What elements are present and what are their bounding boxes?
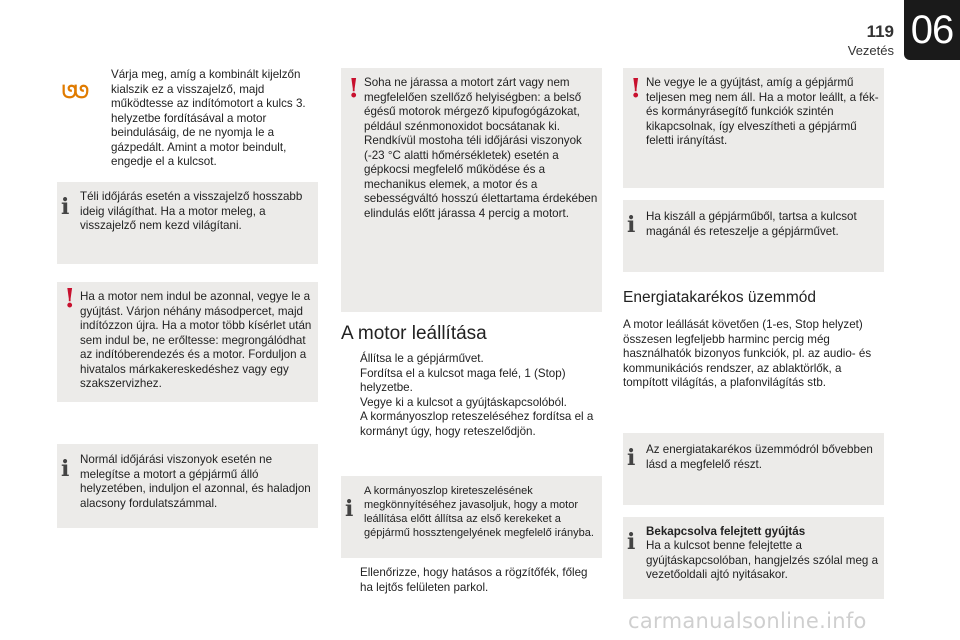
energy-saving-body: A motor leállását követően (1-es, Stop helyzet) összesen legfeljebb harminc percig még használhatók bizonyos funkciók, pl. az audio- és kommunikációs rendszer, az ablaktörlők, a tompított világítás, a plafonvilágítás stb. <box>623 318 872 389</box>
info-icon: i <box>627 529 636 555</box>
info-box-text: Ha a kulcsot benne felejtette a gyújtáskapcsolóban, hangjelzés szólal meg a vezetőoldali ajtó nyitásakor. <box>646 539 879 581</box>
info-box-energy-saving <box>623 433 884 505</box>
step-bullet-icon <box>341 566 360 595</box>
info-box-warmup <box>57 444 318 528</box>
info-icon: i <box>627 212 636 238</box>
step-bullet-icon <box>341 396 360 411</box>
step-item <box>341 352 603 367</box>
watermark: carmanualsonline.info <box>628 609 867 633</box>
warning-box-text: Ne vegye le a gyújtást, amíg a gépjármű teljesen meg nem áll. Ha a motor leállt, a fék- és kormányrásegítő funkciók szintén kikapcsolnak, így elveszítheti a gépjármű feletti irányítást. <box>646 76 879 147</box>
warning-box-text: Ha a motor nem indul be azonnal, vegye le a gyújtást. Várjon néhány másodpercet, majd indítózzon újra. Ha a motor több kísérlet után sem indul be, ne erőltesse: megrongálódhat az indítóberendezés és a motor. Forduljon a hivatalos márkakereskedéshez vagy egy szakszervizhez. <box>80 290 312 390</box>
step-text: Állítsa le a gépjárművet. <box>360 352 484 365</box>
step-text: Fordítsa el a kulcsot maga felé, 1 (Stop) helyzetbe. <box>360 366 566 394</box>
info-icon: i <box>345 496 354 522</box>
info-box-text: Ha kiszáll a gépjárműből, tartsa a kulcsot magánál és reteszelje a gépjárművet. <box>646 210 857 238</box>
info-box-leave-vehicle <box>623 200 884 272</box>
info-icon: i <box>61 456 70 482</box>
preheating-warning-light-icon: ᘎᘎ <box>62 82 86 103</box>
section-heading-energy-saving: Energiatakarékos üzemmód <box>623 289 816 306</box>
section-title: Vezetés <box>847 43 894 58</box>
preheat-instructions: Várja meg, amíg a kombinált kijelzőn kialszik ez a visszajelző, majd működtesse az indítómotort a kulcs 3. helyzetbe fordításával a motor beindulásáig, de ne nyomja le a gázpedált. Amint a motor beindult, engedje el a kulcsot. <box>111 68 306 168</box>
info-box-steering-lock <box>341 476 602 558</box>
step-item <box>341 566 603 595</box>
step-bullet-icon <box>341 352 360 367</box>
info-box-text: A kormányoszlop kireteszelésének megkönnyítéséhez javasoljuk, hogy a motor leállítása előtt állítsa az első kerekeket a gépjármű hossztengelyének megfelelő irányba. <box>364 485 594 539</box>
info-icon: i <box>61 194 70 220</box>
step-text: Vegye ki a kulcsot a gyújtáskapcsolóból. <box>360 395 567 409</box>
parking-brake-step <box>341 566 603 595</box>
info-box-text: Normál időjárási viszonyok esetén ne melegítse a motort a gépjármű álló helyzetében, induljon el azonnal, és haladjon alacsony fordulatszámmal. <box>80 453 311 510</box>
step-item <box>341 396 603 411</box>
warning-icon: ! <box>64 284 76 314</box>
info-box-text: Téli időjárás esetén a visszajelző hosszabb ideig világíthat. Ha a motor meleg, a visszajelző nem kezd világítani. <box>80 190 303 232</box>
warning-box-ventilation <box>341 68 602 312</box>
warning-icon: ! <box>630 74 642 104</box>
step-item <box>341 367 603 396</box>
step-item <box>341 410 603 439</box>
section-heading-engine-stop: A motor leállítása <box>341 323 487 344</box>
step-text: Ellenőrizze, hogy hatásos a rögzítőfék, főleg ha lejtős felületen parkol. <box>360 566 588 594</box>
warning-box-text: Soha ne járassa a motort zárt vagy nem megfelelően szellőző helyiségben: a belső égésű motorok mérgező kipufogógázokat, például szénmonoxidot bocsátanak ki. Rendkívül mostoha téli időjárási viszonyok (-23 °C alatti hőmérsékletek) esetén a gépkocsi megfelelő működése és a mechanikus elemek, a motor és a sebességváltó hosszú élettartama érdekében elindulás előtt járassa 4 percig a motort. <box>364 76 598 220</box>
warning-icon: ! <box>348 74 360 104</box>
warning-box-ignition <box>623 68 884 188</box>
step-bullet-icon <box>341 367 360 396</box>
step-text: A kormányoszlop reteszeléséhez fordítsa el a kormányt úgy, hogy reteszelődjön. <box>360 410 594 438</box>
warning-box-start-fail <box>57 282 318 402</box>
info-icon: i <box>627 445 636 471</box>
info-box-ignition-left-on <box>623 517 884 599</box>
info-box-text: Az energiatakarékos üzemmódról bővebben lásd a megfelelő részt. <box>646 443 873 471</box>
info-box-winter <box>57 182 318 264</box>
info-box-title: Bekapcsolva felejtett gyújtás <box>646 525 806 538</box>
engine-stop-steps <box>341 352 603 439</box>
chapter-tab: 06 <box>904 0 960 60</box>
page-number: 119 <box>866 22 894 41</box>
step-bullet-icon <box>341 410 360 439</box>
